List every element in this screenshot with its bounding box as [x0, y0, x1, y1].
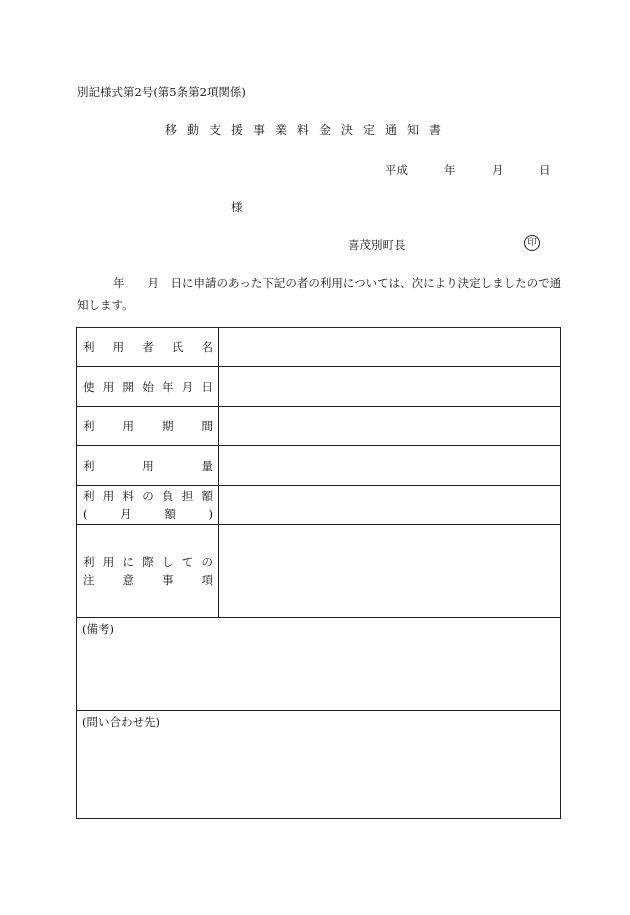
row-label [77, 525, 219, 618]
date-day-label: 日 [539, 163, 551, 177]
row-label-line: 利 用 量 [83, 458, 213, 473]
remarks-section-field[interactable] [77, 618, 561, 711]
row-value-field[interactable] [219, 486, 561, 525]
row-label-line: 利 用 期 間 [83, 419, 213, 433]
form-table [76, 327, 561, 819]
intro-paragraph: 年 月 日に申請のあった下記の者の利用については、次により決定しましたので通知します。 [77, 276, 562, 312]
contact-section-label: (問い合わせ先) [82, 715, 160, 729]
table-row [77, 525, 561, 618]
recipient-honorific: 様 [231, 200, 243, 214]
row-label-line: 利 用 に 際 し て の [83, 555, 213, 569]
table-row [77, 328, 561, 367]
date-year-label: 年 [444, 163, 456, 177]
row-label [77, 486, 219, 525]
form-reference: 別記様式第2号(第5条第2項関係) [77, 85, 246, 99]
row-label-line: 使 用 開 始 年 月 日 [83, 379, 213, 394]
contact-section [77, 711, 561, 819]
row-value-field[interactable] [219, 407, 561, 446]
row-label-line: 注 意 事 項 [83, 573, 213, 587]
issuer-name: 喜茂別町長 [348, 238, 406, 252]
table-row [77, 367, 561, 407]
date-era: 平成 [385, 163, 408, 177]
row-label-line: 利 用 料 の 負 担 額 [83, 489, 213, 503]
row-label-line: ( 月 額 ) [83, 507, 213, 521]
document-title: 移動支援事業料金決定通知書 [165, 123, 452, 137]
date-month-label: 月 [492, 163, 504, 177]
row-label [77, 367, 219, 407]
row-value-field[interactable] [219, 328, 561, 367]
row-value-field[interactable] [219, 525, 561, 618]
row-label [77, 407, 219, 446]
row-label [77, 446, 219, 486]
seal-mark-icon: 印 [524, 235, 540, 251]
row-value-field[interactable] [219, 367, 561, 407]
contact-section-field[interactable] [77, 711, 561, 819]
remarks-section [77, 618, 561, 711]
row-label [77, 328, 219, 367]
table-row [77, 407, 561, 446]
remarks-section-label: (備考) [82, 622, 114, 636]
table-row [77, 446, 561, 486]
row-value-field[interactable] [219, 446, 561, 486]
table-row [77, 486, 561, 525]
row-label-line: 利 用 者 氏 名 [83, 340, 213, 354]
